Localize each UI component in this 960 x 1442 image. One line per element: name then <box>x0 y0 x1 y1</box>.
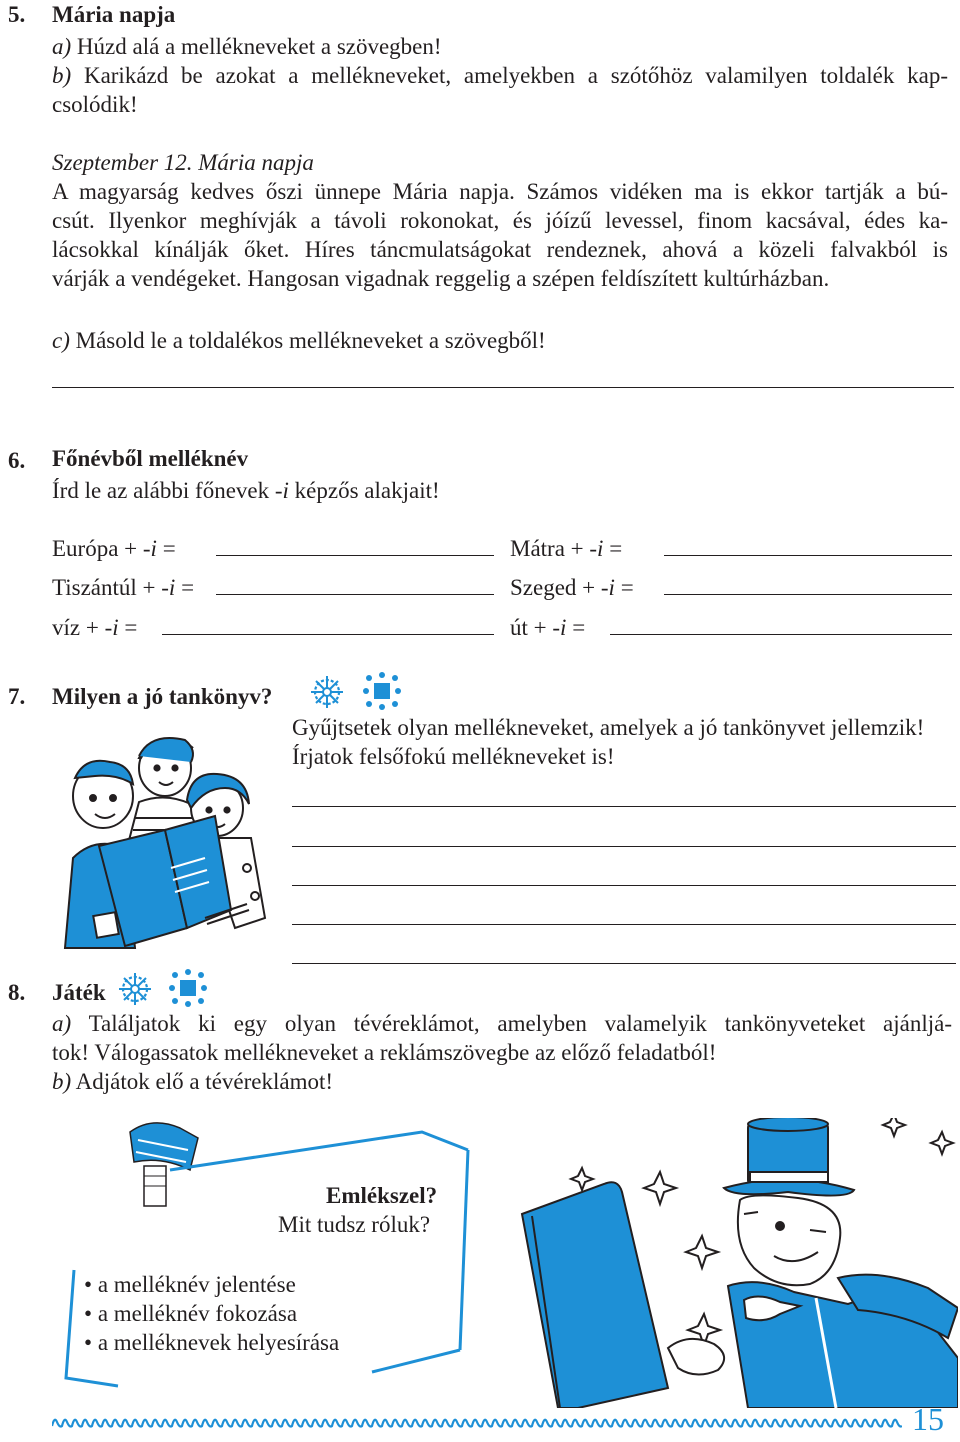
answer-line[interactable] <box>292 885 956 886</box>
answer-line[interactable] <box>292 963 956 964</box>
item-word: út + <box>510 615 553 640</box>
answer-line[interactable] <box>292 806 956 807</box>
task5-title: Mária napja <box>52 2 176 27</box>
reminder-bullet <box>84 1270 296 1299</box>
bullet-text: a melléknév fokozása <box>97 1301 298 1326</box>
page-number: 15 <box>912 1401 944 1437</box>
children-reading-illustration <box>55 718 285 963</box>
item-suffix: -i <box>104 615 119 640</box>
exercise-item <box>52 613 137 642</box>
answer-line[interactable] <box>162 634 494 635</box>
item-suffix: -i <box>161 575 176 600</box>
task5-b-line1 <box>52 61 948 90</box>
task7-number: 7. <box>8 684 26 709</box>
task7-title: Milyen a jó tankönyv? <box>52 684 273 709</box>
task5-c-text: Másold le a toldalékos mellékneveket a szövegből! <box>75 328 546 353</box>
item-suffix: -i <box>552 615 567 640</box>
bullet-dot: • <box>84 1330 93 1355</box>
instruction-text: Írd le az alábbi főnevek <box>52 478 275 503</box>
instruction-text: képzős alakjait! <box>288 478 440 503</box>
exercise-item <box>52 534 176 563</box>
task8-b-text: Adjátok elő a tévéreklámot! <box>75 1069 334 1094</box>
task8-a-line2: tok! Válogassatok mellékneveket a reklámszövegbe az előző feladatból! <box>52 1040 717 1065</box>
answer-line[interactable] <box>664 594 952 595</box>
answer-line[interactable] <box>292 924 956 925</box>
answer-line[interactable] <box>52 387 954 388</box>
passage-line-4: várják a vendégeket. Hangosan vigadnak reggelig a szépen feldíszített kultúrházban. <box>52 266 830 291</box>
task6-number: 6. <box>8 448 26 473</box>
bullet-dot: • <box>84 1272 93 1297</box>
task8-a-line1 <box>52 1009 952 1038</box>
decorative-wave-border <box>52 1414 902 1435</box>
task5-a-text: Húzd alá a mellékneveket a szövegben! <box>76 34 442 59</box>
exercise-item <box>510 613 585 642</box>
pair-work-icon <box>116 970 154 1008</box>
passage-title: Szeptember 12. Mária napja <box>52 150 314 175</box>
reminder-box-frame <box>62 1110 482 1405</box>
task8-a-label: a) <box>52 1011 72 1036</box>
reminder-title: Emlékszel? <box>326 1183 438 1208</box>
item-equals: = <box>603 536 623 561</box>
reminder-subtitle: Mit tudsz róluk? <box>278 1212 431 1237</box>
group-work-icon <box>362 671 402 711</box>
exercise-item <box>52 573 194 602</box>
bullet-dot: • <box>84 1301 93 1326</box>
task5-c <box>52 326 546 355</box>
bullet-text: a melléknév jelentése <box>97 1272 296 1297</box>
passage-line-1: A magyarság kedves őszi ünnepe Mária napja. Számos vidéken ma is ekkor tartják a bú- <box>52 179 948 204</box>
item-equals: = <box>175 575 195 600</box>
task5-b-line2: csolódik! <box>52 92 138 117</box>
task6-instruction <box>52 476 440 505</box>
task5-c-label: c) <box>52 328 70 353</box>
task8-title: Játék <box>52 980 106 1005</box>
item-suffix: -i <box>589 536 604 561</box>
item-equals: = <box>614 575 634 600</box>
answer-line[interactable] <box>216 555 494 556</box>
task6-title: Főnévből melléknév <box>52 446 249 471</box>
passage-line-3: lácsokkal kínálják őket. Híres táncmulatságokat rendeznek, ahová a közeli falvakból is <box>52 237 948 262</box>
pair-work-icon <box>308 673 346 711</box>
answer-line[interactable] <box>216 594 494 595</box>
reminder-bullet <box>84 1328 339 1357</box>
reminder-bullet <box>84 1299 297 1328</box>
exercise-item <box>510 573 634 602</box>
group-work-icon <box>168 968 208 1008</box>
item-word: Mátra + <box>510 536 590 561</box>
item-word: víz + <box>52 615 105 640</box>
item-word: Szeged + <box>510 575 601 600</box>
task8-number: 8. <box>8 980 26 1005</box>
task5-number: 5. <box>8 2 26 27</box>
item-equals: = <box>118 615 138 640</box>
item-word: Európa + <box>52 536 143 561</box>
passage-line-2: csút. Ilyenkor meghívják a távoli rokonokat, és jóízű levessel, finom kacsával, édes ka- <box>52 208 948 233</box>
item-equals: = <box>156 536 176 561</box>
answer-line[interactable] <box>292 846 956 847</box>
task8-a-text: Találjatok ki egy olyan tévéreklámot, amelyben valamelyik tankönyveteket ajánljá- <box>88 1011 952 1036</box>
task7-line2: Írjatok felsőfokú mellékneveket is! <box>292 744 615 769</box>
task5-b-text: Karikázd be azokat a mellékneveket, amelyekben a szótőhöz valamilyen toldalék kap- <box>83 63 949 88</box>
answer-line[interactable] <box>610 634 952 635</box>
answer-line[interactable] <box>664 555 952 556</box>
item-equals: = <box>566 615 586 640</box>
bullet-text: a melléknevek helyesírása <box>97 1330 340 1355</box>
task5-b-label: b) <box>52 63 72 88</box>
instruction-suffix: -i <box>274 478 289 503</box>
task5-a <box>52 32 442 61</box>
presenter-character-illustration <box>518 1118 958 1413</box>
item-word: Tiszántúl + <box>52 575 162 600</box>
item-suffix: -i <box>600 575 615 600</box>
item-suffix: -i <box>142 536 157 561</box>
task8-b-label: b) <box>52 1069 72 1094</box>
task7-line1: Gyűjtsetek olyan mellékneveket, amelyek a jó tankönyvet jellemzik! <box>292 715 925 740</box>
task5-a-label: a) <box>52 34 72 59</box>
exercise-item <box>510 534 622 563</box>
task8-b <box>52 1067 333 1096</box>
